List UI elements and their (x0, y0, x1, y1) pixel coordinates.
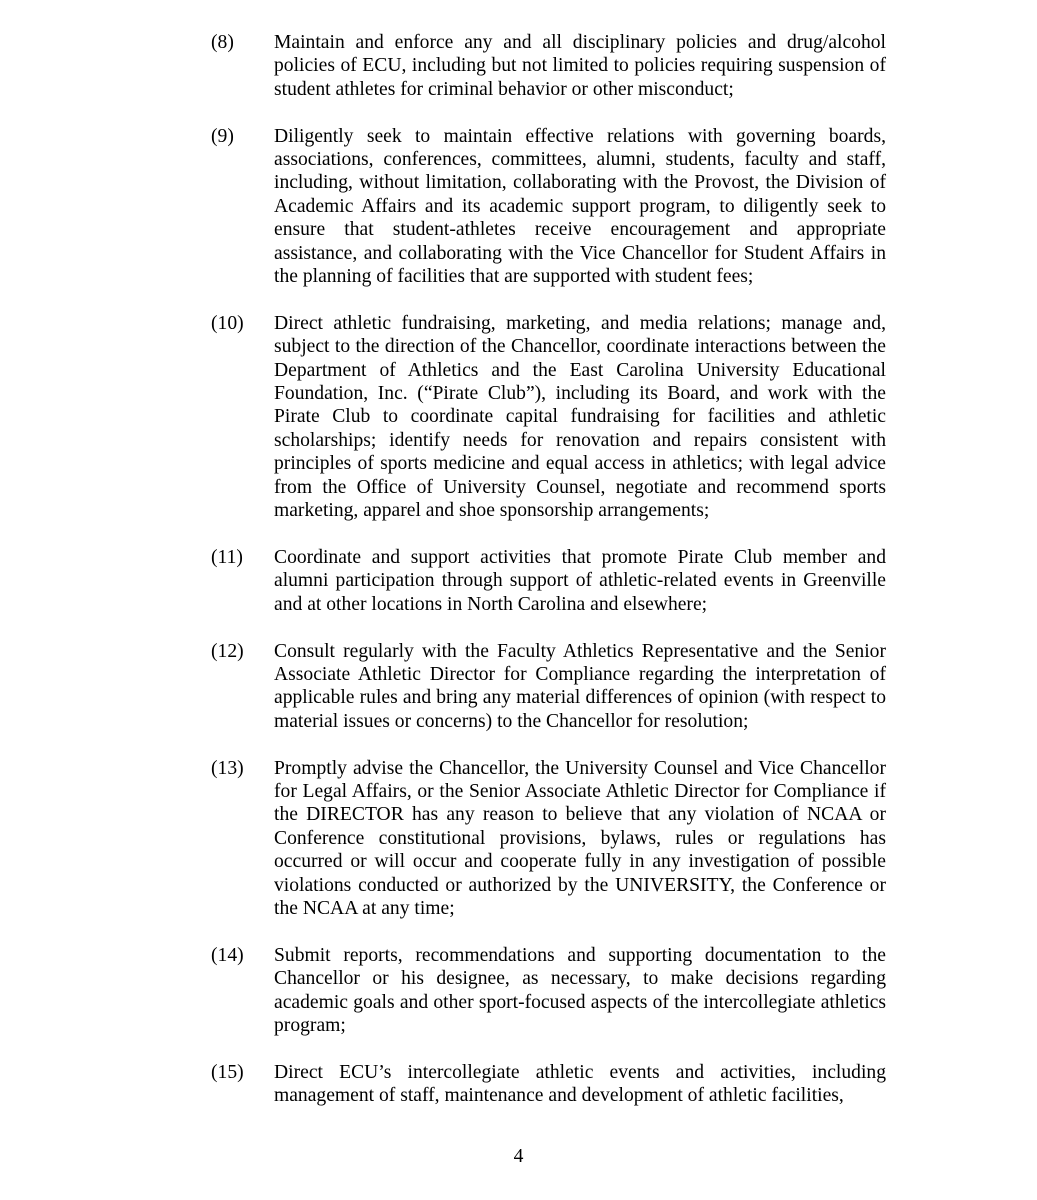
item-number: (10) (211, 312, 244, 334)
item-text: Direct athletic fundraising, marketing, and media relations; manage and, subject to the direction of the Chancellor, coordinate interactions between the Department of Athletics and the East Carolina University Educational Foundation, Inc. (“Pirate Club”), including its Board, and work with the Pirate Club to coordinate capital fundraising for facilities and athletic scholarships; identify needs for renovation and repairs consistent with principles of sports medicine and equal access in athletics; with legal advice from the Office of University Counsel, negotiate and recommend sports marketing, apparel and shoe sponsorship arrangements; (274, 312, 886, 522)
list-item (211, 640, 886, 734)
numbered-list (211, 31, 886, 1131)
item-number: (11) (211, 546, 243, 568)
list-item (211, 757, 886, 921)
list-item (211, 944, 886, 1038)
item-text: Coordinate and support activities that promote Pirate Club member and alumni participation through support of athletic-related events in Greenville and at other locations in North Carolina and elsewhere; (274, 546, 886, 615)
list-item (211, 31, 886, 101)
list-item (211, 125, 886, 289)
item-number: (12) (211, 640, 244, 662)
page-number: 4 (513, 1146, 524, 1167)
list-item (211, 1061, 886, 1108)
item-text: Maintain and enforce any and all disciplinary policies and drug/alcohol policies of ECU, including but not limited to policies requiring suspension of student athletes for criminal behavior or other misconduct; (274, 32, 886, 100)
item-text: Diligently seek to maintain effective relations with governing boards, associations, conferences, committees, alumni, students, faculty and staff, including, without limitation, collaborating with the Provost, the Division of Academic Affairs and its academic support program, to diligently seek to ensure that student-athletes receive encouragement and appropriate assistance, and collaborating with the Vice Chancellor for Student Affairs in the planning of facilities that are supported with student fees; (274, 125, 886, 288)
list-item (211, 546, 886, 616)
list-item (211, 312, 886, 523)
item-text: Promptly advise the Chancellor, the University Counsel and Vice Chancellor for Legal Affairs, or the Senior Associate Athletic Director for Compliance if the DIRECTOR has any reason to believe that any violation of NCAA or Conference constitutional provisions, bylaws, rules or regulations has occurred or will occur and cooperate fully in any investigation of possible violations conducted or authorized by the UNIVERSITY, the Conference or the NCAA at any time; (274, 757, 886, 919)
item-number: (14) (211, 944, 244, 966)
item-number: (8) (211, 32, 234, 53)
item-number: (9) (211, 125, 234, 147)
item-number: (13) (211, 757, 244, 779)
item-text: Consult regularly with the Faculty Athletics Representative and the Senior Associate Athletic Director for Compliance regarding the interpretation of applicable rules and bring any material differences of opinion (with respect to material issues or concerns) to the Chancellor for resolution; (274, 640, 886, 732)
item-text: Submit reports, recommendations and supporting documentation to the Chancellor or his designee, as necessary, to make decisions regarding academic goals and other sport-focused aspects of the intercollegiate athletics program; (274, 944, 886, 1036)
item-text: Direct ECU’s intercollegiate athletic events and activities, including management of staff, maintenance and development of athletic facilities, (274, 1061, 886, 1107)
item-number: (15) (211, 1061, 244, 1083)
